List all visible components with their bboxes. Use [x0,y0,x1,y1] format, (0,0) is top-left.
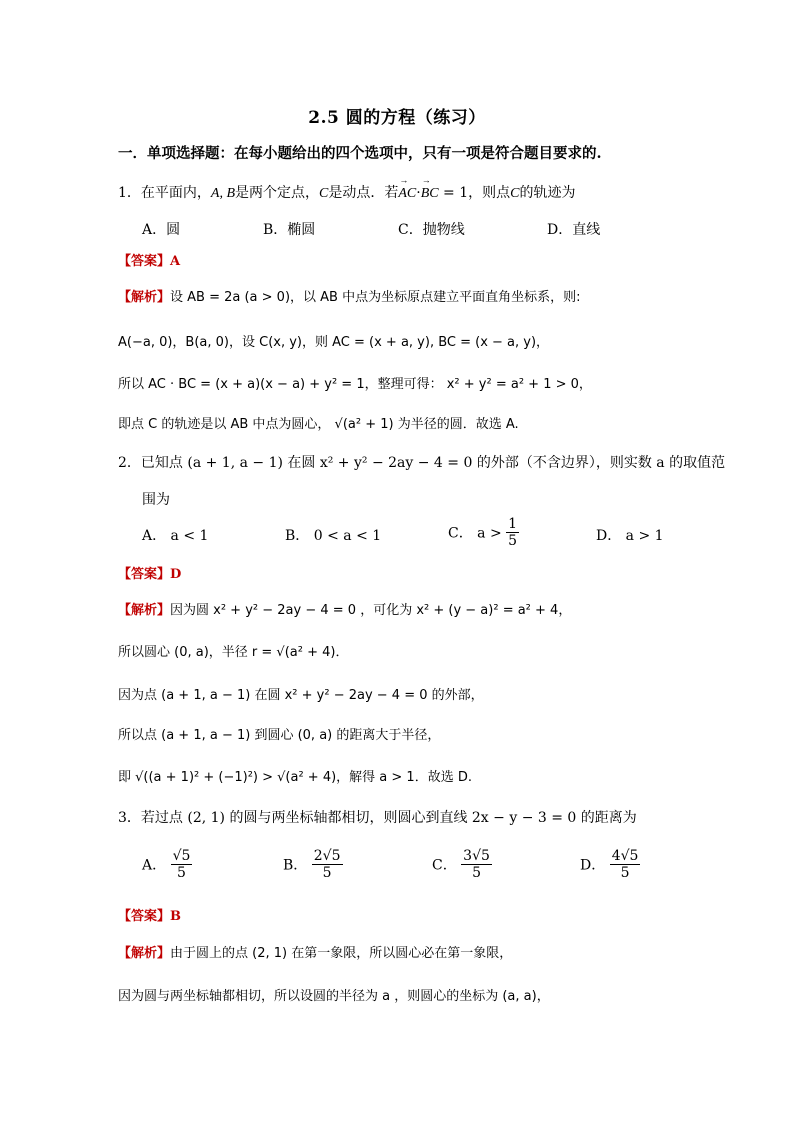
q1-option-c: C．抛物线 [398,222,465,238]
q3-option-d: D． $\frac{4√5}{5}$ [580,848,639,882]
q3-option-c: C． $\frac{3√5}{5}$ [432,848,490,882]
q2-option-c: C． a > $\frac{1}{5}$ [448,516,518,550]
q2-option-b: B． 0 < a < 1 [285,528,382,544]
question-1-stem: 1．在平面内，A, B是两个定点，C是动点．若→ AC·→ BC = 1，则点C的轨迹为 [118,182,576,202]
q2-analysis-line-1: 【解析】因为圆 x² + y² − 2ay − 4 = 0 ，可化为 x² + (y − a)² = a² + 4， [118,603,572,618]
q2-option-c-fraction: $\frac{1}{5}$ [508,516,518,550]
q1-analysis-line-1: 【解析】设 AB = 2a (a > 0)，以 AB 中点为坐标原点建立平面直角坐标系，则: [118,290,581,305]
q3-analysis-line-2: 因为圆与两坐标轴都相切，所以设圆的半径为 a ，则圆心的坐标为 (a, a)， [118,989,550,1004]
q3-answer: 【答案】B [118,909,182,924]
section-heading: 一．单项选择题：在每小题给出的四个选项中，只有一项是符合题目要求的. [118,145,602,162]
question-3-stem: 3．若过点 (2, 1) 的圆与两坐标轴都相切，则圆心到直线 2x − y − 3 = 0 的距离为 [118,810,637,826]
question-2-stem-cont: 围为 [142,492,170,508]
page-title: 2.5 圆的方程（练习） [308,108,486,128]
q2-analysis-line-3: 因为点 (a + 1, a − 1) 在圆 x² + y² − 2ay − 4 = 0 的外部， [118,688,484,703]
q1-answer: 【答案】A [118,254,181,269]
q2-option-a: A． a < 1 [142,528,209,544]
q2-answer: 【答案】D [118,567,182,582]
q1-option-d: D．直线 [547,222,601,238]
q1-analysis-line-2: A(−a, 0)，B(a, 0)，设 C(x, y)，则 AC = (x + a, y), BC = (x − a, y)， [118,335,550,350]
q2-analysis-line-4: 所以点 (a + 1, a − 1) 到圆心 (0, a) 的距离大于半径， [118,728,441,743]
q2-option-d: D． a > 1 [596,528,664,544]
q2-analysis-line-5: 即 √((a + 1)² + (−1)²) > √(a² + 4)，解得 a > 1．故选 D. [118,770,472,785]
q1-option-b: B．椭圆 [263,222,316,238]
q2-analysis-line-2: 所以圆心 (0, a)，半径 r = √(a² + 4)． [118,645,349,660]
q1-analysis-line-3: 所以 AC · BC = (x + a)(x − a) + y² = 1，整理可得： x² + y² = a² + 1 > 0， [118,377,592,392]
q1-option-a: A．圆 [142,222,181,238]
q3-option-b: B． $\frac{2√5}{5}$ [283,848,341,882]
q1-analysis-line-4: 即点 C 的轨迹是以 AB 中点为圆心， √(a² + 1) 为半径的圆．故选 A. [118,417,519,432]
q3-analysis-line-1: 【解析】由于圆上的点 (2, 1) 在第一象限，所以圆心必在第一象限， [118,946,513,961]
q3-option-a: A． $\frac{√5}{5}$ [142,848,191,882]
question-2-stem: 2．已知点 (a + 1, a − 1) 在圆 x² + y² − 2ay − 4 = 0 的外部（不含边界），则实数 a 的取值范 [118,455,726,471]
